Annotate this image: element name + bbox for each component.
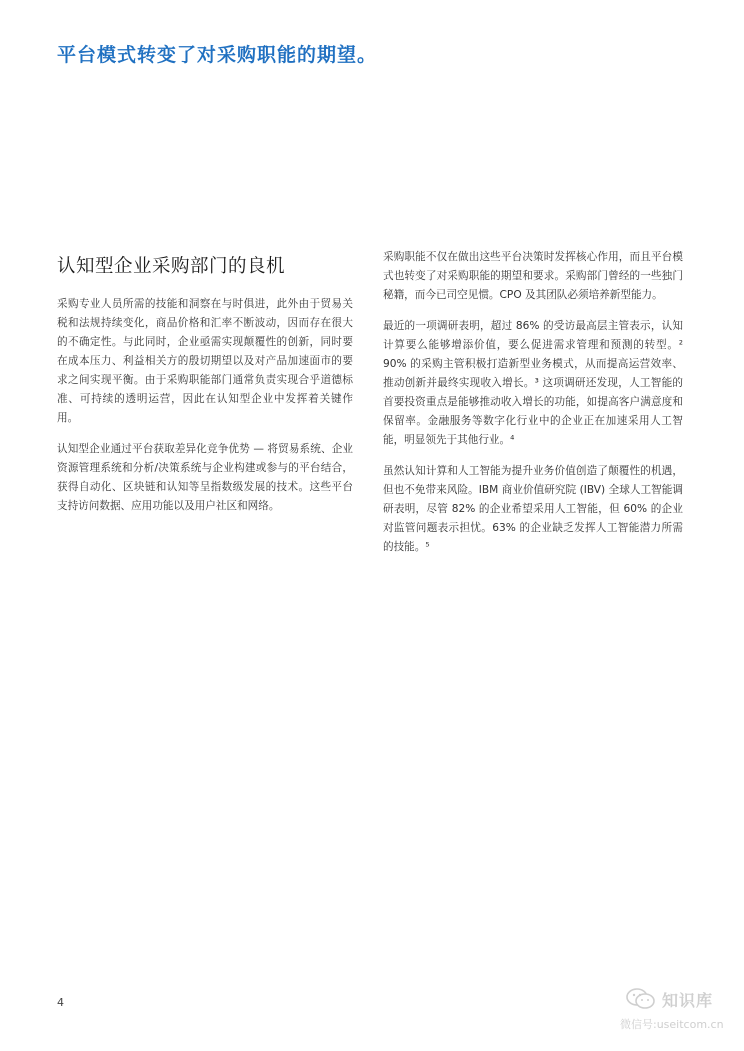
watermark-brand: 知识库 bbox=[662, 991, 714, 1010]
page-number: 4 bbox=[57, 996, 64, 1009]
paragraph: 最近的一项调研表明，超过 86% 的受访最高层主管表示，认知计算要么能够增添价值，要么促进需求管理和预测的转型。² 90% 的采购主管积极打造新型业务模式，从而提高运营效率、推动创新并最终实现收入增长。³ 这项调研还发现，人工智能的首要投资重点是能够推动收入增长的功能，如提高客户满意度和保留率。金融服务等数字化行业中的企业正在加速采用人工智能，明显领先于其他行业。⁴ bbox=[383, 320, 683, 446]
section-heading: 认知型企业采购部门的良机 bbox=[57, 256, 286, 277]
right-column bbox=[383, 248, 683, 569]
paragraph: 采购职能不仅在做出这些平台决策时发挥核心作用，而且平台模式也转变了对采购职能的期望和要求。采购部门曾经的一些独门秘籍，而今已司空见惯。CPO 及其团队必须培养新型能力。 bbox=[383, 251, 683, 301]
paragraph: 采购专业人员所需的技能和洞察在与时俱进，此外由于贸易关税和法规持续变化，商品价格和汇率不断波动，因而存在很大的不确定性。与此同时，企业亟需实现颠覆性的创新，同时要在成本压力、利益相关方的殷切期望以及对产品加速面市的要求之间实现平衡。由于采购职能部门通常负责实现合乎道德标准、可持续的透明运营，因此在认知型企业中发挥着关键作用。 bbox=[57, 298, 353, 424]
watermark bbox=[622, 986, 732, 1036]
left-column bbox=[57, 295, 353, 528]
wechat-icon bbox=[626, 988, 656, 1010]
paragraph: 虽然认知计算和人工智能为提升业务价值创造了颠覆性的机遇，但也不免带来风险。IBM 商业价值研究院 (IBV) 全球人工智能调研表明，尽管 82% 的企业希望采用人工智能，但 60% 的企业对监管问题表示担忧。63% 的企业缺乏发挥人工智能潜力所需的技能。⁵ bbox=[383, 465, 683, 553]
page-title: 平台模式转变了对采购职能的期望。 bbox=[57, 44, 378, 66]
paragraph: 认知型企业通过平台获取差异化竞争优势 — 将贸易系统、企业资源管理系统和分析/决策系统与企业构建或参与的平台结合，获得自动化、区块链和认知等呈指数级发展的技术。这些平台支持访问数据、应用功能以及用户社区和网络。 bbox=[57, 443, 353, 512]
watermark-subtitle: 微信号:useitcom.cn bbox=[620, 1018, 724, 1031]
